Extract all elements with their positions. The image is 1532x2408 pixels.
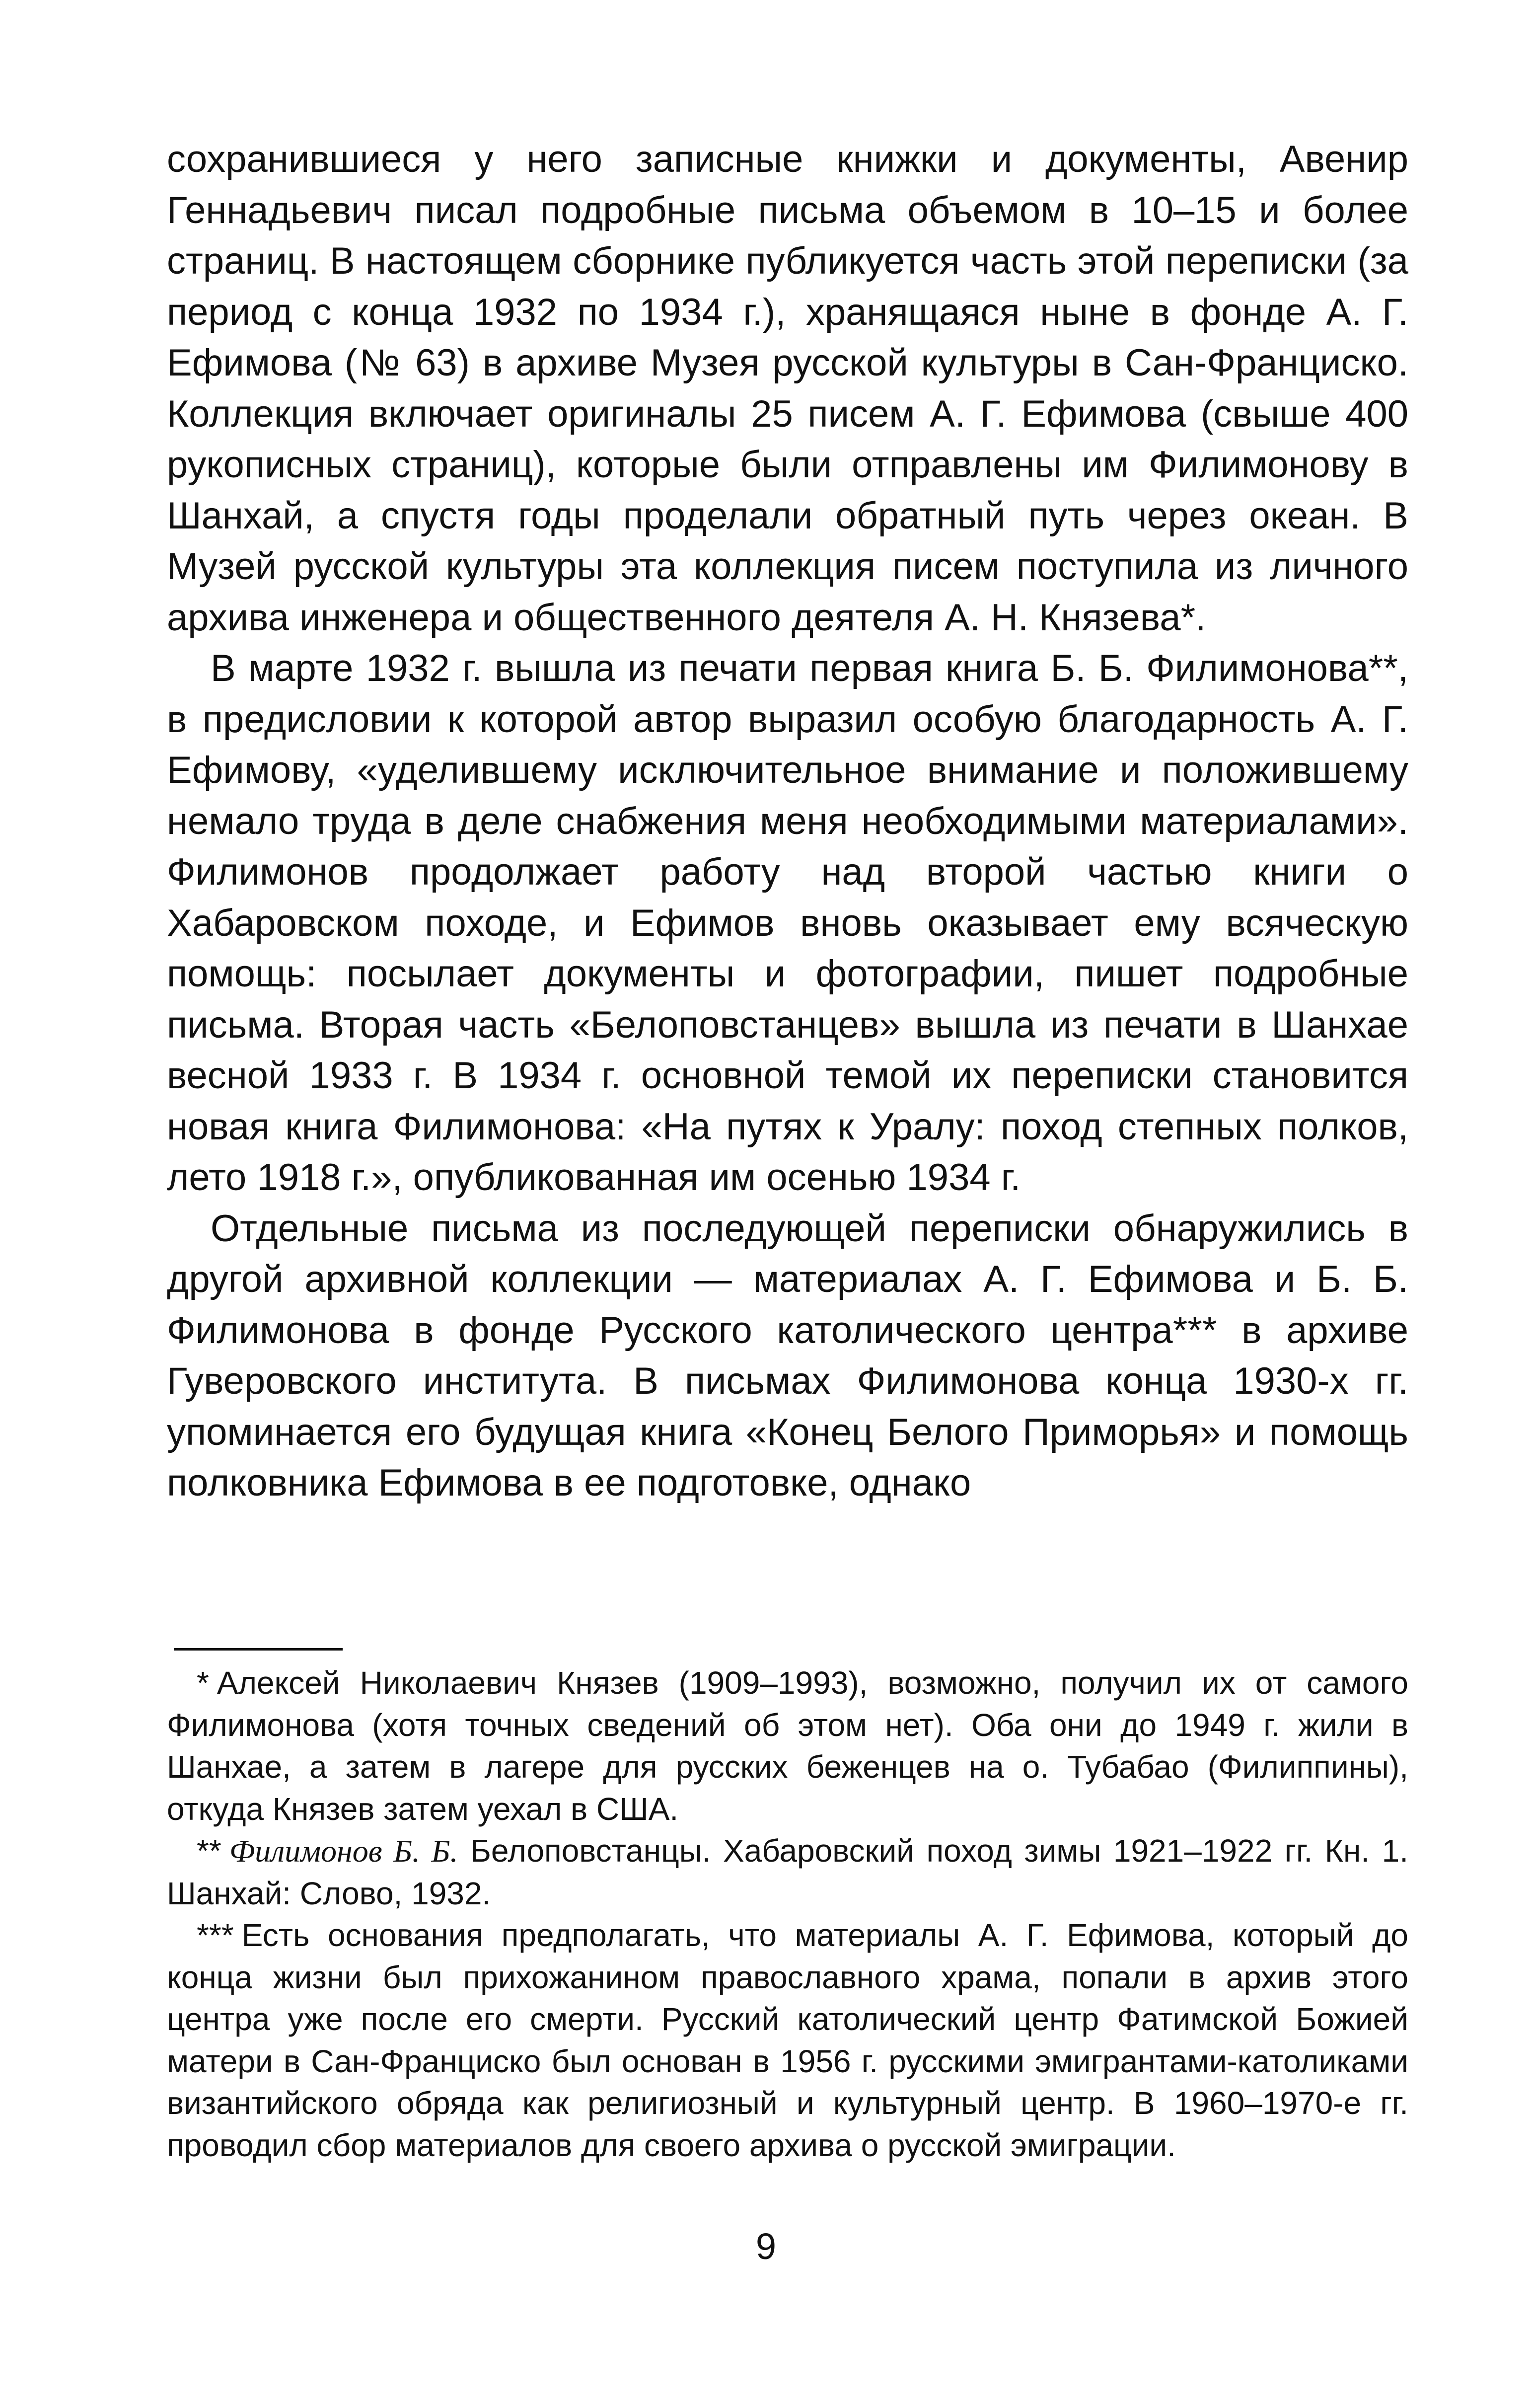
- footnote-separator: [174, 1648, 343, 1651]
- footnote-1: [167, 1662, 1408, 1830]
- footnote-3-text: Есть основания предполагать, что материалы А. Г. Ефимова, который до конца жизни был прихожанином православного храма, попали в архив этого центра уже после его смерти. Русский католический центр Фатимской Божией матери в Сан-Франциско был основан в 1956 г. русскими эмигрантами-католиками византийского обряда как религиозный и культурный центр. В 1960–1970-е гг. проводил сбор материалов для своего архива о русской эмиграции.: [167, 1917, 1408, 2163]
- footnote-1-text: Алексей Николаевич Князев (1909–1993), возможно, получил их от самого Филимонова (хотя точных сведений об этом нет). Оба они до 1949 г. жили в Шанхае, а затем в лагере для русских беженцев на о. Тубабао (Филиппины), откуда Князев затем уехал в США.: [167, 1665, 1408, 1827]
- footnotes: [167, 1662, 1408, 2166]
- page-number: 9: [755, 2226, 777, 2267]
- footnote-2-author: Филимонов Б. Б.: [229, 1833, 458, 1869]
- footnote-2: [167, 1830, 1408, 1914]
- footnote-3: [167, 1914, 1408, 2166]
- footnote-2-mark: **: [197, 1833, 221, 1869]
- paragraph-3: Отдельные письма из последующей переписки обнаружились в другой архивной коллекции — материалах А. Г. Ефимова и Б. Б. Филимонова в фонде Русского католического центра*** в архиве Гуверовского института. В письмах Филимонова конца 1930-х гг. упоминается его будущая книга «Конец Белого Приморья» и помощь полковника Ефимова в ее подготовке, однако: [167, 1207, 1408, 1504]
- paragraph-1: сохранившиеся у него записные книжки и документы, Авенир Геннадьевич писал подробные письма объемом в 10–15 и более страниц. В настоящем сборнике публикуется часть этой переписки (за период с конца 1932 по 1934 г.), хранящаяся ныне в фонде А. Г. Ефимова (№ 63) в архиве Музея русской культуры в Сан-Франциско. Коллекция включает оригиналы 25 писем А. Г. Ефимова (свыше 400 рукописных страниц), которые были отправлены им Филимонову в Шанхай, а спустя годы проделали обратный путь через океан. В Музей русской культуры эта коллекция писем поступила из личного архива инженера и общественного деятеля А. Н. Князева*.: [167, 138, 1408, 639]
- footnote-3-mark: ***: [197, 1917, 234, 1953]
- paragraph-2: В марте 1932 г. вышла из печати первая книга Б. Б. Филимонова**, в предисловии к которой автор выразил особую благодарность А. Г. Ефимову, «уделившему исключительное внимание и положившему немало труда в деле снабжения меня необходимыми материалами». Филимонов продолжает работу над второй частью книги о Хабаровском походе, и Ефимов вновь оказывает ему всяческую помощь: посылает документы и фотографии, пишет подробные письма. Вторая часть «Белоповстанцев» вышла из печати в Шанхае весной 1933 г. В 1934 г. основной темой их переписки становится новая книга Филимонова: «На путях к Уралу: поход степных полков, лето 1918 г.», опубликованная им осенью 1934 г.: [167, 647, 1408, 1199]
- main-text: [167, 134, 1408, 1509]
- footnote-1-mark: *: [197, 1665, 209, 1701]
- footnote-2-text: Белоповстанцы. Хабаровский поход зимы 1921–1922 гг. Кн. 1. Шанхай: Слово, 1932.: [167, 1833, 1409, 1911]
